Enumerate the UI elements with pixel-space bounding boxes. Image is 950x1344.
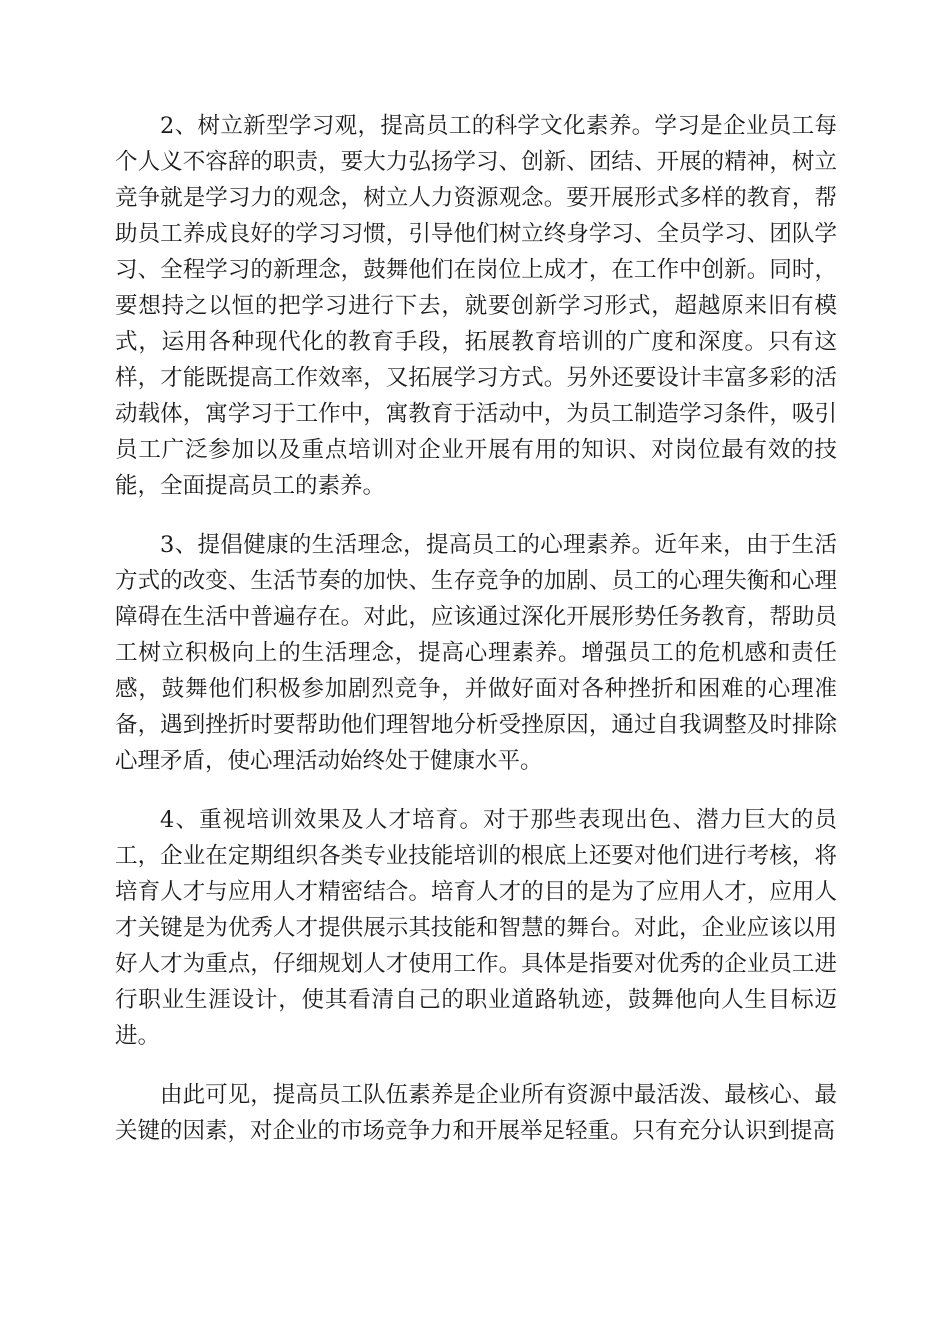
paragraph-talent-training: 4、重视培训效果及人才培育。对于那些表现出色、潜力巨大的员工，企业在定期组织各类专业技能培训的根底上还要对他们进行考核，将培育人才与应用人才精密结合。培育人才的目的是为了应用人才，应用人才关键是为优秀人才提供展示其技能和智慧的舞台。对此，企业应该以用好人才为重点，仔细规划人才使用工作。具体是指要对优秀的企业员工进行职业生涯设计，使其看清自己的职业道路轨迹，鼓舞他向人生目标迈进。 (115, 807, 837, 1049)
paragraph-psychological-quality: 3、提倡健康的生活理念，提高员工的心理素养。近年来，由于生活方式的改变、生活节奏的加快、生存竞争的加剧、员工的心理失衡和心理障碍在生活中普遍存在。对此，应该通过深化开展形势任务教育，帮助员工树立积极向上的生活理念，提高心理素养。增强员工的危机感和责任感，鼓舞他们积极参加剧烈竞争，并做好面对各种挫折和困难的心理准备，遇到挫折时要帮助他们理智地分析受挫原因，通过自我调整及时排除心理矛盾，使心理活动始终处于健康水平。 (115, 532, 837, 774)
paragraph-conclusion: 由此可见，提高员工队伍素养是企业所有资源中最活泼、最核心、最关键的因素，对企业的市场竞争力和开展举足轻重。只有充分认识到提高 (115, 1082, 837, 1144)
document-page (115, 108, 837, 1172)
paragraph-learning-culture: 2、树立新型学习观，提高员工的科学文化素养。学习是企业员工每个人义不容辞的职责，要大力弘扬学习、创新、团结、开展的精神，树立竞争就是学习力的观念，树立人力资源观念。要开展形式多样的教育，帮助员工养成良好的学习习惯，引导他们树立终身学习、全员学习、团队学习、全程学习的新理念，鼓舞他们在岗位上成才，在工作中创新。同时，要想持之以恒的把学习进行下去，就要创新学习形式，超越原来旧有模式，运用各种现代化的教育手段，拓展教育培训的广度和深度。只有这样，才能既提高工作效率，又拓展学习方式。另外还要设计丰富多彩的活动载体，寓学习于工作中，寓教育于活动中，为员工制造学习条件，吸引员工广泛参加以及重点培训对企业开展有用的知识、对岗位最有效的技能，全面提高员工的素养。 (115, 113, 837, 499)
